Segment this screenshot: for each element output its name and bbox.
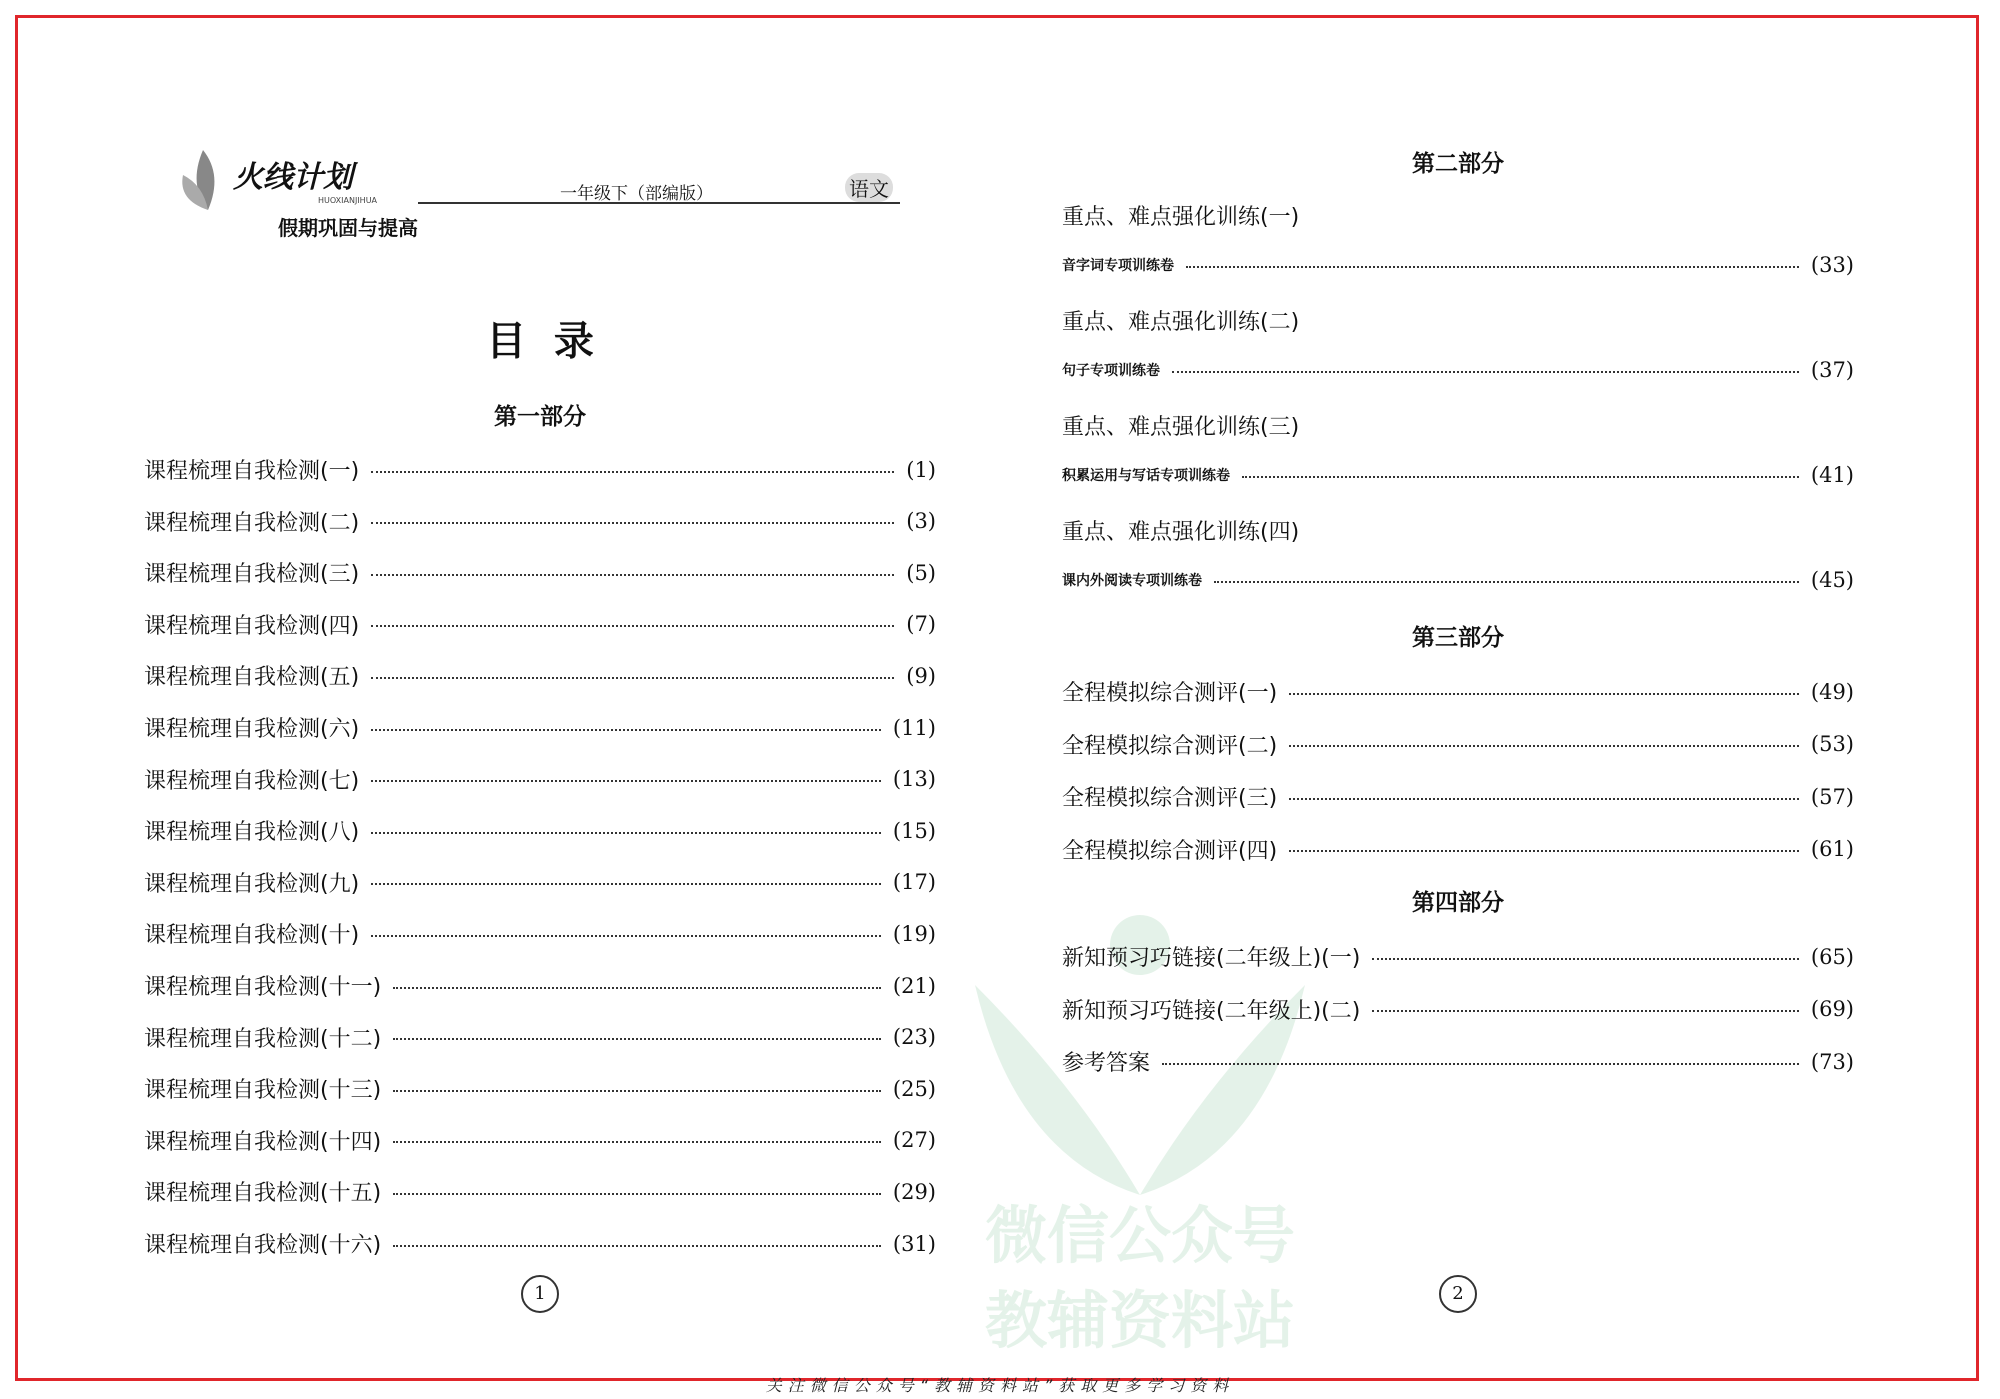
- toc-entry-label: 参考答案: [1062, 1051, 1151, 1076]
- dot-leader: [1172, 371, 1799, 373]
- toc-entry-page: (69): [1810, 997, 1854, 1021]
- toc-entry-label: 课程梳理自我检测(三): [144, 562, 360, 588]
- dot-leader: [393, 1038, 881, 1040]
- dot-leader: [1289, 850, 1799, 852]
- page-title: 目 录: [486, 318, 594, 365]
- toc-entry-label: 全程模拟综合测评(四): [1062, 838, 1278, 864]
- dot-leader: [393, 1193, 881, 1195]
- toc-entry[interactable]: [144, 867, 936, 898]
- leaf-icon: [178, 145, 238, 215]
- toc-entry[interactable]: [144, 1022, 936, 1053]
- toc-entry[interactable]: [144, 557, 936, 588]
- dot-leader: [1289, 745, 1799, 747]
- toc-entry-page: (57): [1810, 784, 1854, 809]
- toc-entry[interactable]: [1062, 463, 1854, 487]
- toc-entry-page: (3): [906, 509, 936, 534]
- toc-entry-label: 课程梳理自我检测(九): [144, 871, 360, 897]
- toc-entry-label: 课程梳理自我检测(十一): [144, 975, 382, 1000]
- toc-entry-label: 课程梳理自我检测(十): [144, 923, 360, 949]
- toc-entry[interactable]: [1062, 676, 1854, 707]
- toc-entry-label: 课程梳理自我检测(四): [144, 613, 360, 639]
- dot-leader: [371, 471, 894, 473]
- toc-entry-label: 句子专项训练卷: [1062, 363, 1160, 379]
- toc-entry-page: (15): [892, 818, 936, 843]
- toc-entry[interactable]: [1062, 781, 1854, 812]
- toc-entry-page: (73): [1810, 1049, 1854, 1074]
- toc-entry[interactable]: [144, 609, 936, 640]
- dot-leader: [1162, 1063, 1799, 1065]
- toc-entry-page: (17): [892, 870, 936, 895]
- toc-entry-page: (33): [1810, 253, 1854, 277]
- toc-entry[interactable]: [1062, 994, 1854, 1025]
- section-title: 重点、难点强化训练(二): [1062, 310, 1300, 335]
- book-subtitle: 假期巩固与提高: [278, 216, 418, 240]
- toc-entry[interactable]: [1062, 568, 1854, 592]
- footer-note: 关注微信公众号“教辅资料站”获取更多学习资料: [765, 1376, 1235, 1395]
- dot-leader: [371, 625, 894, 627]
- page-number-right: 2: [1439, 1275, 1477, 1313]
- toc-entry-label: 全程模拟综合测评(一): [1062, 681, 1278, 706]
- part4-heading: 第四部分: [1412, 889, 1504, 916]
- dot-leader: [393, 1141, 881, 1143]
- dot-leader: [393, 1245, 881, 1247]
- toc-entry-label: 新知预习巧链接(二年级上)(一): [1062, 946, 1361, 971]
- part2-heading: 第二部分: [1412, 150, 1504, 177]
- toc-entry-page: (41): [1810, 463, 1854, 487]
- section-title: 重点、难点强化训练(三): [1062, 415, 1300, 440]
- dot-leader: [371, 780, 881, 782]
- dot-leader: [371, 729, 881, 731]
- watermark: [955, 905, 1325, 1375]
- toc-entry-page: (53): [1810, 732, 1854, 756]
- toc-entry-page: (27): [892, 1128, 936, 1153]
- toc-entry-label: 课程梳理自我检测(六): [144, 717, 360, 742]
- toc-entry[interactable]: [144, 970, 936, 1001]
- brand-logo: [178, 145, 378, 219]
- toc-entry[interactable]: [144, 712, 936, 743]
- toc-entry[interactable]: [144, 506, 936, 537]
- toc-entry[interactable]: [144, 1176, 936, 1207]
- dot-leader: [1289, 693, 1799, 695]
- part3-heading: 第三部分: [1412, 624, 1504, 651]
- toc-entry[interactable]: [1062, 941, 1854, 972]
- toc-entry-page: (19): [892, 921, 936, 946]
- toc-entry[interactable]: [144, 454, 936, 485]
- toc-entry-page: (11): [892, 715, 936, 740]
- toc-entry-label: 全程模拟综合测评(二): [1062, 733, 1278, 759]
- toc-entry-label: 全程模拟综合测评(三): [1062, 786, 1278, 811]
- dot-leader: [1289, 798, 1799, 800]
- toc-entry-label: 课程梳理自我检测(一): [144, 459, 360, 484]
- toc-entry[interactable]: [144, 1228, 936, 1259]
- dot-leader: [371, 883, 881, 885]
- toc-entry-page: (13): [892, 767, 936, 792]
- toc-entry-label: 课程梳理自我检测(二): [144, 510, 360, 536]
- toc-entry-label: 课内外阅读专项训练卷: [1062, 573, 1202, 589]
- dot-leader: [393, 987, 881, 989]
- toc-entry[interactable]: [1062, 253, 1854, 277]
- toc-entry[interactable]: [1062, 729, 1854, 760]
- toc-entry-page: (65): [1810, 944, 1854, 969]
- watermark-line2: 教辅资料站: [984, 1284, 1295, 1357]
- toc-entry-label: 课程梳理自我检测(十四): [144, 1129, 382, 1155]
- toc-entry[interactable]: [1062, 834, 1854, 865]
- dot-leader: [1372, 1010, 1799, 1012]
- dot-leader: [371, 935, 881, 937]
- toc-entry-label: 课程梳理自我检测(七): [144, 768, 360, 794]
- toc-entry[interactable]: [144, 660, 936, 691]
- toc-entry-page: (21): [892, 973, 936, 998]
- dot-leader: [1214, 581, 1799, 583]
- section-title: 重点、难点强化训练(四): [1062, 520, 1300, 545]
- toc-entry-label: 课程梳理自我检测(五): [144, 665, 360, 691]
- toc-entry-label: 课程梳理自我检测(十三): [144, 1078, 382, 1104]
- toc-entry-page: (61): [1810, 837, 1854, 861]
- subject-badge: 语文: [845, 173, 893, 202]
- dot-leader: [1242, 476, 1799, 478]
- toc-entry-label: 课程梳理自我检测(十二): [144, 1026, 382, 1052]
- toc-entry-label: 课程梳理自我检测(八): [144, 820, 360, 846]
- toc-entry-page: (23): [892, 1025, 936, 1050]
- dot-leader: [393, 1090, 881, 1092]
- logo-text: 火线计划: [233, 160, 353, 195]
- dot-leader: [371, 832, 881, 834]
- toc-entry[interactable]: [144, 918, 936, 949]
- toc-entry[interactable]: [144, 815, 936, 846]
- dot-leader: [371, 677, 894, 679]
- dot-leader: [1186, 266, 1799, 268]
- toc-entry-page: (1): [906, 457, 936, 482]
- page-number-left: 1: [521, 1275, 559, 1313]
- toc-entry-page: (5): [906, 560, 936, 585]
- toc-entry-label: 课程梳理自我检测(十五): [144, 1181, 382, 1207]
- dot-leader: [1372, 958, 1799, 960]
- dot-leader: [371, 574, 894, 576]
- logo-pinyin: HUOXIANJIHUA: [318, 196, 378, 205]
- toc-entry[interactable]: [144, 1073, 936, 1104]
- toc-entry-page: (25): [892, 1076, 936, 1101]
- toc-entry-label: 积累运用与写话专项训练卷: [1062, 468, 1230, 484]
- toc-entry-page: (37): [1810, 358, 1854, 382]
- section-title: 重点、难点强化训练(一): [1062, 205, 1300, 230]
- part1-heading: 第一部分: [494, 403, 586, 430]
- toc-entry-label: 音字词专项训练卷: [1062, 258, 1174, 274]
- toc-entry-page: (7): [906, 612, 936, 637]
- toc-entry-page: (29): [892, 1179, 936, 1204]
- toc-entry-label: 课程梳理自我检测(十六): [144, 1233, 382, 1258]
- toc-entry-page: (45): [1810, 568, 1854, 592]
- toc-entry[interactable]: [1062, 1046, 1854, 1077]
- toc-entry-page: (31): [892, 1231, 936, 1256]
- toc-entry-page: (9): [906, 663, 936, 688]
- toc-entry[interactable]: [1062, 358, 1854, 382]
- toc-entry-page: (49): [1810, 679, 1854, 704]
- dot-leader: [371, 522, 894, 524]
- watermark-line1: 微信公众号: [984, 1199, 1295, 1272]
- toc-entry[interactable]: [144, 1125, 936, 1156]
- grade-label: 一年级下（部编版）: [560, 184, 713, 204]
- toc-entry-label: 新知预习巧链接(二年级上)(二): [1062, 998, 1361, 1024]
- toc-entry[interactable]: [144, 764, 936, 795]
